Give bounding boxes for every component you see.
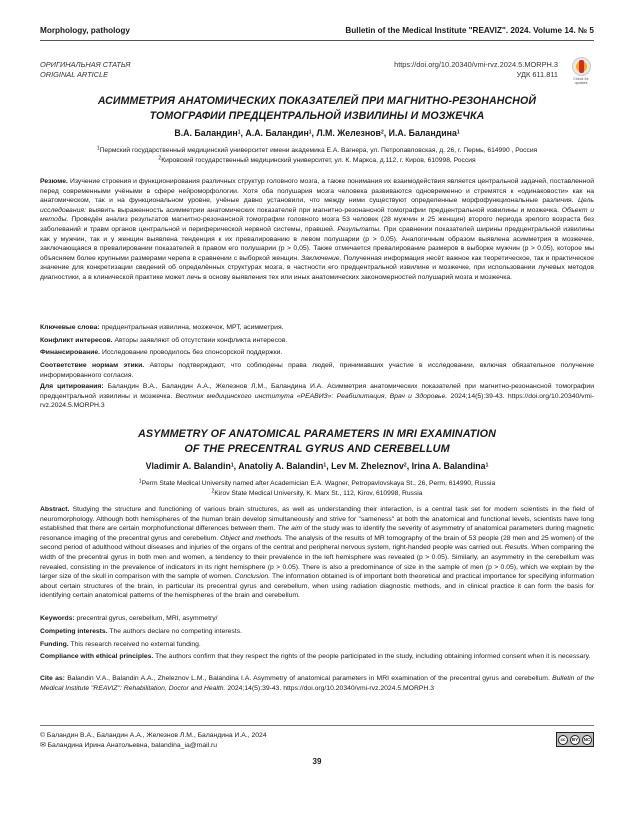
check-for-updates-badge[interactable] [568, 57, 594, 87]
copyright-line: © Баландин В.А., Баландин А.А., Железнов Л.М., Баландина И.А., 2024 [40, 732, 267, 739]
authors-en: Vladimir A. Balandin$^1$, Anatoliy A. Balandin$^1$, Lev M. Zheleznov$^2$, Irina A. Balandina$^1$ [145, 461, 489, 471]
affiliations-en [40, 479, 594, 498]
ethics-ru: Соответствие нормам этики. Авторы подтверждают, что соблюдены права людей, принимавших участие в исследовании, включая обязательное получение информированного согласия. [40, 362, 595, 379]
title-en: ASYMMETRY OF ANATOMICAL PARAMETERS IN MRI EXAMINATION OF THE PRECENTRAL GYRUS AND CEREBELLUM [137, 428, 496, 455]
title-ru: АСИММЕТРИЯ АНАТОМИЧЕСКИХ ПОКАЗАТЕЛЕЙ ПРИ МАГНИТНО-РЕЗОНАНСНОЙ ТОМОГРАФИИ ПРЕДЦЕНТРАЛЬНОЙ ИЗВИЛИНЫ И МОЗЖЕЧКА [97, 95, 537, 122]
by-icon: BY [570, 735, 580, 745]
doi-link[interactable]: https://doi.org/10.20340/vmi-rvz.2024.5.MORPH.3 [394, 60, 558, 69]
cc-license-badge[interactable] [556, 732, 594, 747]
contact-email-link[interactable]: balandina_ia@mail.ru [151, 742, 218, 749]
affiliation: $^2$Кировский государственный медицинский университет, ул. К. Маркса, д.112, г. Киров, 610998, Россия [158, 155, 476, 164]
contact-line: ✉ Баландина Ирина Анатольевна, balandina_ia@mail.ru [40, 742, 218, 749]
abstract-en: Abstract. Studying the structure and functioning of various brain structures, as well as understanding their interaction, is a central task set for modern scientists in the field of neuromorphology. Although both hemispheres of the human brain develop simultaneously and strive for "sameness" at both the anatomical and functional levels, scientists have long established that there are certain morphofunctional differences between them. The aim of the study was to identify the severity of asymmetry of anatomical parameters during magnetic resonance imaging of the precentral gyrus and cerebellum. Object and methods. The analysis of the results of MR tomography of the brain of 53 people (28 men and 25 women) of the second period of adulthood without diseases and injuries of the organs of the central and peripheral nervous system, right-handed people was carried out. Results. When comparing the width of the precentral gyrus in both men and women, a tendency to their prevalence in the left hemisphere was revealed (p > 0.05). Similarly, an asymmetry in the cerebellum was revealed, consisting in the prevalence of indicators in its right hemisphere (p > 0.05). There is also a predominance of size in the sample of men (p > 0.05), which we explain by the larger size of the skull in comparison with the sample of women. Conclusion. The information obtained is of important both theoretical and practical importance for specifying information about certain structures of the brain, in particular its precentral gyrus and cerebellum, when using radiation diagnostic methods, and in clinical practice it can form the basis for identifying certain anatomical patterns of the hemispheres of the brain and cerebellum. [40, 506, 595, 600]
affiliations-ru [40, 146, 594, 165]
abstract-ru: Резюме. Изучение строения и функционирования различных структур головного мозга, а также понимания их взаимодействия является центральной задачей, поставленной перед современными учёными в сфере нейроморфологии. Хотя оба полушария мозга человека развиваются одновременно и стремятся к «одинаковости» как на анатомическом, так и на функциональном уровне, учёные давно установили, что между ними существуют определенные морфофункциональные различия. Цель исследования: выявить выраженность асимметрии анатомических показателей при магнитно-резонансной томографии предцентральной извилины и мозжечка. Объект и методы. Проведён анализ результатов магнитно-резонансной томографии головного мозга 53 человек (28 мужчин и 25 женщин) второго периода зрелого возраста без заболеваний и травм органов центральной и периферической нервной системы, правшей. Результаты. При сравнении показателей ширины предцентральной извилины как у мужчин, так и у женщин выявлена тенденция к их превалированию в левом полушарии (p > 0,05). Аналогичным образом выявлена асимметрия в мозжечке, заключающаяся в превалировании показателей в правом его полушарии (p > 0,05). Также отмечается превалирование размеров в выборке мужчин (p > 0,05), которое мы объясняем более крупными размерами черепа в сравнении с выборкой женщин. Заключение. Полученная информация несёт важное как теоретическое, так и практическое значение для конкретизации сведений об определённых структурах мозга, в частности его предцентральной извилине и мозжечке, при использовании лучевых методов диагностики, а в клинической практике может лечь в основу выявления тех или иных анатомических закономерностей полушарий мозга и мозжечка. [40, 178, 595, 281]
keywords-en: Keywords: precentral gyrus, cerebellum, MRI, asymmetry/ [40, 615, 218, 622]
page-number: 39 [312, 757, 322, 766]
affiliation: $^1$Пермский государственный медицинский университет имени академика Е.А. Вагнера, ул. Петропавловская, д. 26, г. Пермь, 614990 , Россия [96, 145, 538, 154]
funding-en: Funding. This research received no external funding. [40, 641, 201, 648]
running-header-section: Morphology, pathology [40, 26, 130, 35]
affiliation: $^2$Kirov State Medical University, K. Marx St., 112, Kirov, 610998, Russia [211, 488, 423, 497]
funding-ru: Финансирование. Исследование проводилось без спонсорской поддержки. [40, 349, 283, 356]
authors-ru: В.А. Баландин$^1$, А.А. Баландин$^1$, Л.М. Железнов$^2$, И.А. Баландина$^1$ [174, 128, 460, 138]
ethics-en: Compliance with ethical principles. The authors confirm that they respect the rights of the people participated in the study, including obtaining informed consent when it is necessary. [40, 653, 591, 660]
cc-icon: cc [558, 735, 568, 745]
competing-interests-en: Competing interests. The authors declare no competing interests. [40, 628, 242, 635]
article-identifiers [394, 60, 558, 80]
affiliation: $^1$Perm State Medical University named after Academician E.A. Wagner, Petropavlovskaya St., 26, Perm, 614990, Russia [138, 478, 496, 487]
header-divider [40, 40, 594, 41]
article-type [40, 60, 130, 80]
badge-line-1: Check for [573, 77, 589, 81]
running-header-journal: Bulletin of the Medical Institute "REAVIZ". 2024. Volume 14. № 5 [345, 26, 594, 35]
article-type-ru: ОРИГИНАЛЬНАЯ СТАТЬЯ [40, 60, 131, 69]
check-for-updates-icon [572, 57, 591, 76]
badge-line-2: updates [574, 81, 588, 85]
footer-divider [40, 725, 594, 726]
footer-copyright [40, 731, 267, 751]
conflict-of-interest-ru: Конфликт интересов. Авторы заявляют об отсутствии конфликта интересов. [40, 337, 288, 344]
mail-icon: ✉ [40, 742, 46, 749]
citation-en: Cite as: Balandin V.A., Balandin A.A., Zheleznov L.M., Balandina I.A. Asymmetry of anatomical parameters in MRI examination of the precentral gyrus and cerebellum. Bulletin of the Medical Institute "REAVIZ": Rehabilitation, Doctor and Health. 2024;14(5):39-43. https://doi.org/10.20340/vmi-rvz.2024.5.MORPH.3 [40, 675, 595, 692]
udc-code: УДК 611.811 [516, 70, 558, 79]
nc-icon: NC [582, 735, 592, 745]
keywords-ru: Ключевые слова: предцентральная извилина, мозжечок, МРТ, асимметрия. [40, 324, 284, 331]
article-type-en: ORIGINAL ARTICLE [40, 70, 109, 79]
citation-ru: Для цитирования: Баландин В.А., Баландин А.А., Железнов Л.М., Баландина И.А. Асимметрия анатомических показателей при магнитно-резонансной томографии предцентральной извилины и мозжечка. Вестник медицинского института «РЕАВИЗ»: Реабилитация, Врач и Здоровье. 2024;14(5):39-43. https://doi.org/10.20340/vmi-rvz.2024.5.MORPH.3 [40, 383, 595, 410]
